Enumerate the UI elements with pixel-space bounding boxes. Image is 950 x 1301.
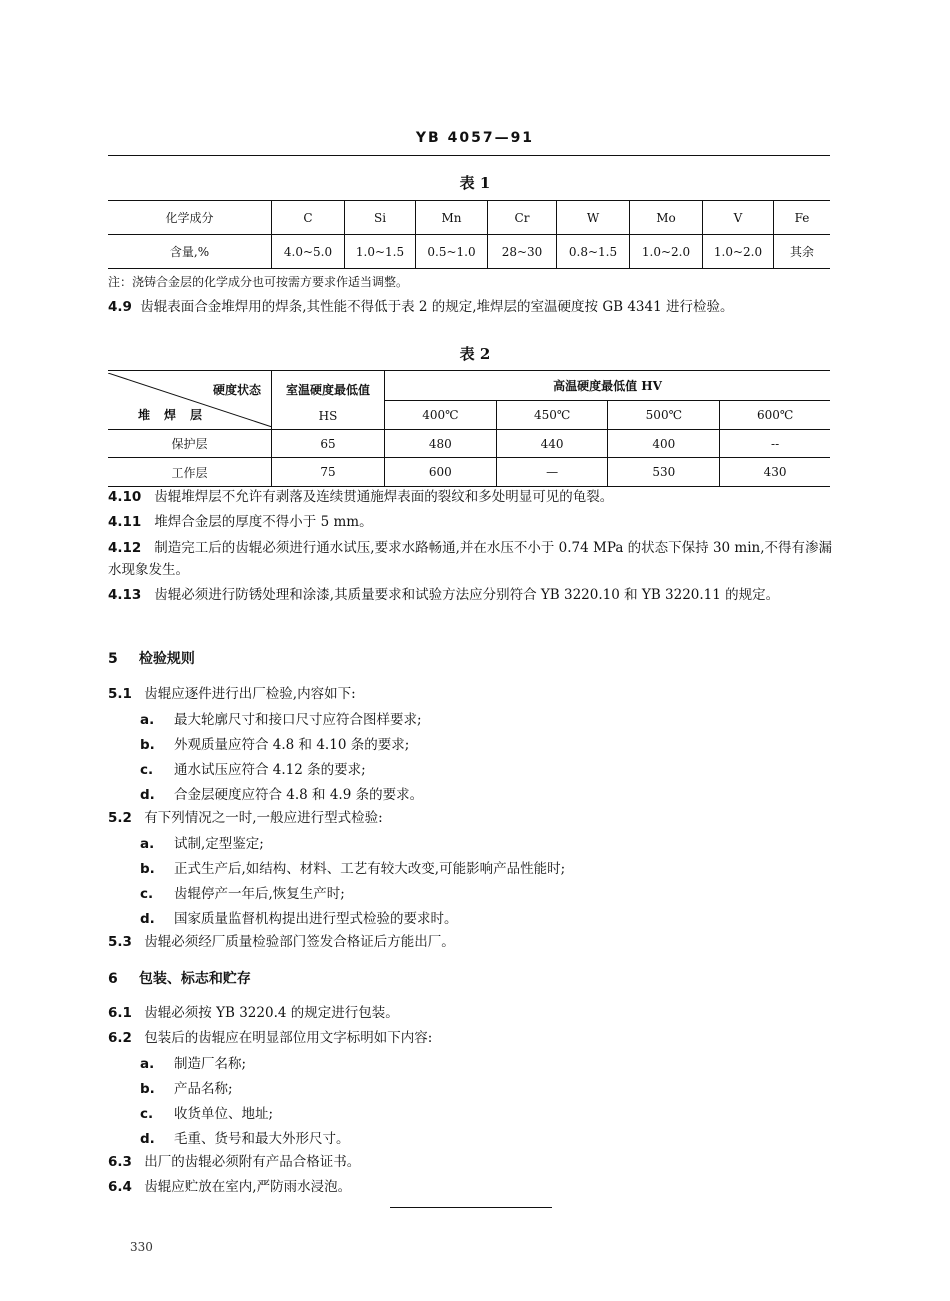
item-text: 收货单位、地址;: [174, 1106, 274, 1122]
item-text: 外观质量应符合 4.8 和 4.10 条的要求;: [174, 737, 410, 753]
table1-caption: 表 1: [459, 174, 491, 192]
section-title: 包装、标志和贮存: [138, 971, 251, 987]
room-temp-title: 室温硬度最低值: [285, 383, 370, 397]
table-row: [108, 430, 830, 458]
item-text: 试制,定型鉴定;: [174, 836, 264, 852]
temp-cell: 500℃: [608, 400, 720, 430]
list-item: [140, 907, 458, 927]
header-rule: [108, 155, 830, 156]
clause-4-11: [108, 511, 833, 533]
table-cell: 1.0~2.0: [630, 235, 703, 269]
clause-6-4: [108, 1176, 833, 1198]
table-cell: 440: [496, 430, 608, 458]
table-cell: 75: [272, 458, 385, 487]
table1: [108, 200, 830, 269]
item-letter: c.: [140, 1106, 154, 1122]
clause-4-10: [108, 486, 833, 508]
temp-cell: 450℃: [496, 400, 608, 430]
table-cell: --: [720, 430, 830, 458]
clause-number: 6.4: [108, 1179, 132, 1195]
clause-number: 6.1: [108, 1005, 132, 1021]
document-header: YB 4057—91: [415, 130, 535, 146]
table2-header-row-1: [108, 371, 830, 401]
list-item: [140, 832, 264, 852]
table-cell: V: [703, 201, 774, 235]
item-letter: d.: [140, 1131, 155, 1147]
clause-6-1: [108, 1002, 833, 1024]
item-letter: b.: [140, 737, 155, 753]
item-letter: d.: [140, 787, 155, 803]
clause-4-12: [108, 537, 833, 581]
clause-text: 出厂的齿辊必须附有产品合格证书。: [144, 1154, 361, 1170]
clause-text: 齿辊堆焊层不允许有剥落及连续贯通施焊表面的裂纹和多处明显可见的龟裂。: [154, 489, 614, 505]
item-text: 国家质量监督机构提出进行型式检验的要求时。: [174, 911, 458, 927]
clause-number: 5.1: [108, 686, 132, 702]
table-cell: 530: [608, 458, 720, 487]
temp-cell: 400℃: [385, 400, 497, 430]
table2: [108, 370, 830, 487]
item-letter: d.: [140, 911, 155, 927]
table2-diagonal-header: [108, 371, 272, 430]
clause-text: 齿辊应贮放在室内,严防雨水浸泡。: [144, 1179, 352, 1195]
temp-cell: 600℃: [720, 400, 830, 430]
table-cell: 28~30: [488, 235, 557, 269]
diag-top-label: 硬度状态: [212, 383, 261, 397]
clause-number: 4.9: [108, 299, 132, 315]
item-letter: b.: [140, 1081, 155, 1097]
table-cell: 1.0~1.5: [345, 235, 416, 269]
table-cell: 0.8~1.5: [557, 235, 630, 269]
high-temp-header: 高温硬度最低值 HV: [385, 371, 831, 401]
clause-text: 齿辊必须经厂质量检验部门签发合格证后方能出厂。: [144, 934, 455, 950]
table1-row-header: [108, 201, 830, 235]
list-item: [140, 1052, 246, 1072]
table-cell: 保护层: [108, 430, 272, 458]
clause-6-2: [108, 1027, 833, 1049]
item-text: 正式生产后,如结构、材料、工艺有较大改变,可能影响产品性能时;: [174, 861, 566, 877]
table-cell: 600: [385, 458, 497, 487]
list-item: [140, 783, 423, 803]
section-5-heading: [108, 648, 195, 668]
list-item: [140, 857, 565, 877]
clause-5-3: [108, 931, 833, 953]
item-text: 毛重、货号和最大外形尺寸。: [174, 1131, 350, 1147]
clause-text: 有下列情况之一时,一般应进行型式检验:: [144, 810, 383, 826]
list-item: [140, 882, 345, 902]
list-item: [140, 708, 422, 728]
item-text: 制造厂名称;: [174, 1056, 247, 1072]
clause-text: 制造完工后的齿辊必须进行通水试压,要求水路畅通,并在水压不小于 0.74 MPa 的状态下保持 30 min,不得有渗漏水现象发生。: [108, 540, 833, 578]
table1-row-content: [108, 235, 830, 269]
table-cell: C: [272, 201, 345, 235]
list-item: [140, 733, 409, 753]
table-cell: 480: [385, 430, 497, 458]
clause-5-1: [108, 683, 833, 705]
table-cell: Mo: [630, 201, 703, 235]
table-cell: 化学成分: [108, 201, 272, 235]
table-cell: Si: [345, 201, 416, 235]
diag-bottom-label: 堆焊层: [138, 408, 217, 422]
table1-note: 注：浇铸合金层的化学成分也可按需方要求作适当调整。: [108, 275, 409, 289]
clause-text: 堆焊合金层的厚度不得小于 5 mm。: [154, 514, 373, 530]
room-temp-unit: HS: [318, 409, 338, 423]
clause-5-2: [108, 807, 833, 829]
clause-number: 4.10: [108, 489, 142, 505]
table-cell: Cr: [488, 201, 557, 235]
item-letter: a.: [140, 1056, 155, 1072]
clause-text: 齿辊必须按 YB 3220.4 的规定进行包装。: [144, 1005, 399, 1021]
table-cell: 430: [720, 458, 830, 487]
list-item: [140, 1102, 273, 1122]
clause-number: 4.13: [108, 587, 142, 603]
clause-number: 6.3: [108, 1154, 132, 1170]
table-cell: 400: [608, 430, 720, 458]
item-text: 通水试压应符合 4.12 条的要求;: [174, 762, 366, 778]
item-letter: c.: [140, 762, 154, 778]
item-text: 齿辊停产一年后,恢复生产时;: [174, 886, 345, 902]
clause-text: 包装后的齿辊应在明显部位用文字标明如下内容:: [144, 1030, 433, 1046]
table-cell: Mn: [416, 201, 488, 235]
table-cell: 65: [272, 430, 385, 458]
clause-4-13: [108, 584, 833, 606]
list-item: [140, 1127, 350, 1147]
table-cell: 其余: [774, 235, 831, 269]
section-number: 5: [108, 651, 118, 667]
list-item: [140, 1077, 233, 1097]
table-cell: 含量,%: [108, 235, 272, 269]
clause-number: 6.2: [108, 1030, 132, 1046]
room-temp-header: [272, 371, 385, 430]
table-cell: 4.0~5.0: [272, 235, 345, 269]
table-cell: —: [496, 458, 608, 487]
clause-number: 4.11: [108, 514, 142, 530]
section-number: 6: [108, 971, 118, 987]
table-row: [108, 458, 830, 487]
section-title: 检验规则: [138, 651, 195, 667]
table-cell: 工作层: [108, 458, 272, 487]
item-text: 合金层硬度应符合 4.8 和 4.9 条的要求。: [174, 787, 424, 803]
item-letter: c.: [140, 886, 154, 902]
clause-text: 齿辊必须进行防锈处理和涂漆,其质量要求和试验方法应分别符合 YB 3220.10 和 YB 3220.11 的规定。: [154, 587, 780, 603]
item-letter: a.: [140, 836, 155, 852]
clause-text: 齿辊表面合金堆焊用的焊条,其性能不得低于表 2 的规定,堆焊层的室温硬度按 GB 4341 进行检验。: [140, 299, 734, 315]
clause-number: 5.2: [108, 810, 132, 826]
table2-caption: 表 2: [459, 345, 491, 363]
table-cell: 1.0~2.0: [703, 235, 774, 269]
item-text: 最大轮廓尺寸和接口尺寸应符合图样要求;: [174, 712, 422, 728]
item-letter: a.: [140, 712, 155, 728]
end-rule: [390, 1207, 552, 1208]
clause-number: 5.3: [108, 934, 132, 950]
clause-4-9: [108, 296, 833, 318]
table-cell: W: [557, 201, 630, 235]
table-cell: 0.5~1.0: [416, 235, 488, 269]
section-6-heading: [108, 968, 251, 988]
item-letter: b.: [140, 861, 155, 877]
page-number: 330: [130, 1240, 153, 1254]
clause-6-3: [108, 1151, 833, 1173]
item-text: 产品名称;: [174, 1081, 233, 1097]
list-item: [140, 758, 366, 778]
clause-text: 齿辊应逐件进行出厂检验,内容如下:: [144, 686, 356, 702]
table-cell: Fe: [774, 201, 831, 235]
clause-number: 4.12: [108, 540, 142, 556]
